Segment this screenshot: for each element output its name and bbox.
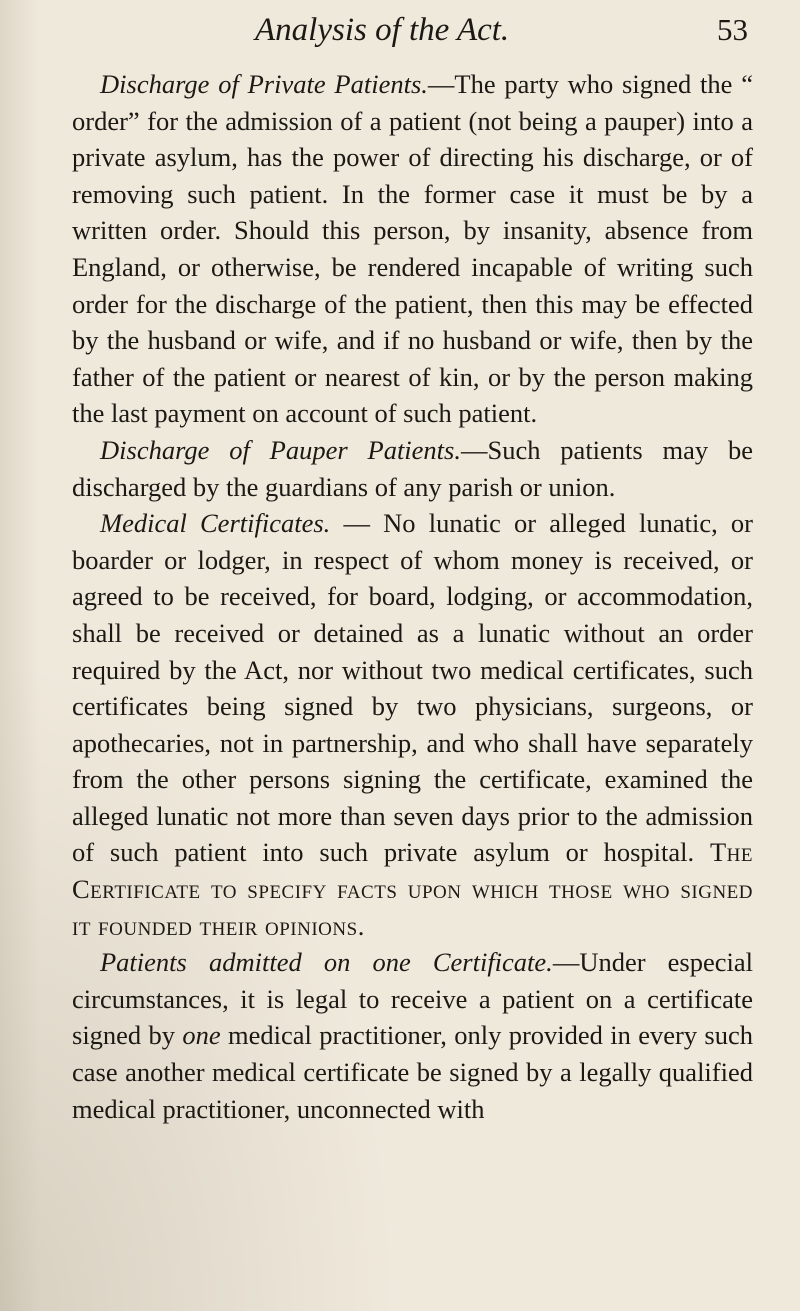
paragraph-one-certificate	[72, 944, 753, 1127]
paragraph-body-continued: medical practitioner, only provided in every such case another medical certificate be signed by a legally qualified medical practitioner, unconnected with	[72, 1020, 754, 1124]
paragraph-body: —Such patients may be discharged by the guardians of any parish or union.	[72, 434, 754, 502]
emphasis-word: one	[182, 1020, 221, 1051]
page-number: 53	[717, 12, 748, 47]
running-title: Analysis of the Act.	[255, 12, 510, 48]
paragraph-body: —Under especial circumstances, it is legal to receive a patient on a certificate signed by	[72, 947, 753, 1051]
paragraph-discharge-pauper	[72, 432, 753, 505]
section-heading: Discharge of Private Patients.	[100, 69, 428, 99]
small-caps-statement: The Certificate to specify facts upon which those who signed it founded their opinions.	[72, 837, 753, 941]
paragraph-body: —The party who signed the “ order” for the admission of a patient (not being a pauper) into a private asylum, has the power of directing his discharge, or of removing such patient. In the former case it must be by a written order. Should this person, by insanity, absence from England, or otherwise, be rendered incapable of writing such order for the discharge of the patient, then this may be effected by the husband or wife, and if no husband or wife, then by the father of the patient or nearest of kin, or by the person making the last payment on account of such patient.	[72, 69, 753, 429]
paragraph-discharge-private	[72, 66, 753, 432]
running-head	[0, 8, 800, 48]
section-heading: Patients admitted on one Certificate.	[100, 947, 553, 978]
section-heading: Discharge of Pauper Patients.	[100, 434, 461, 465]
paragraph-body: — No lunatic or alleged lunatic, or boarder or lodger, in respect of whom money is received, or agreed to be received, for board, lodging, or accommodation, shall be received or detained as a lunatic without an order required by the Act, nor without two medical certificates, such certificates being signed by two physicians, surgeons, or apothecaries, not in partnership, and who shall have separately from the other persons signing the certificate, examined the alleged lunatic not more than seven days prior to the admission of such patient into such private asylum or hospital.	[72, 508, 753, 868]
section-heading: Medical Certificates.	[100, 508, 331, 539]
paragraph-medical-certificates	[72, 505, 753, 944]
body-text	[72, 66, 753, 1127]
